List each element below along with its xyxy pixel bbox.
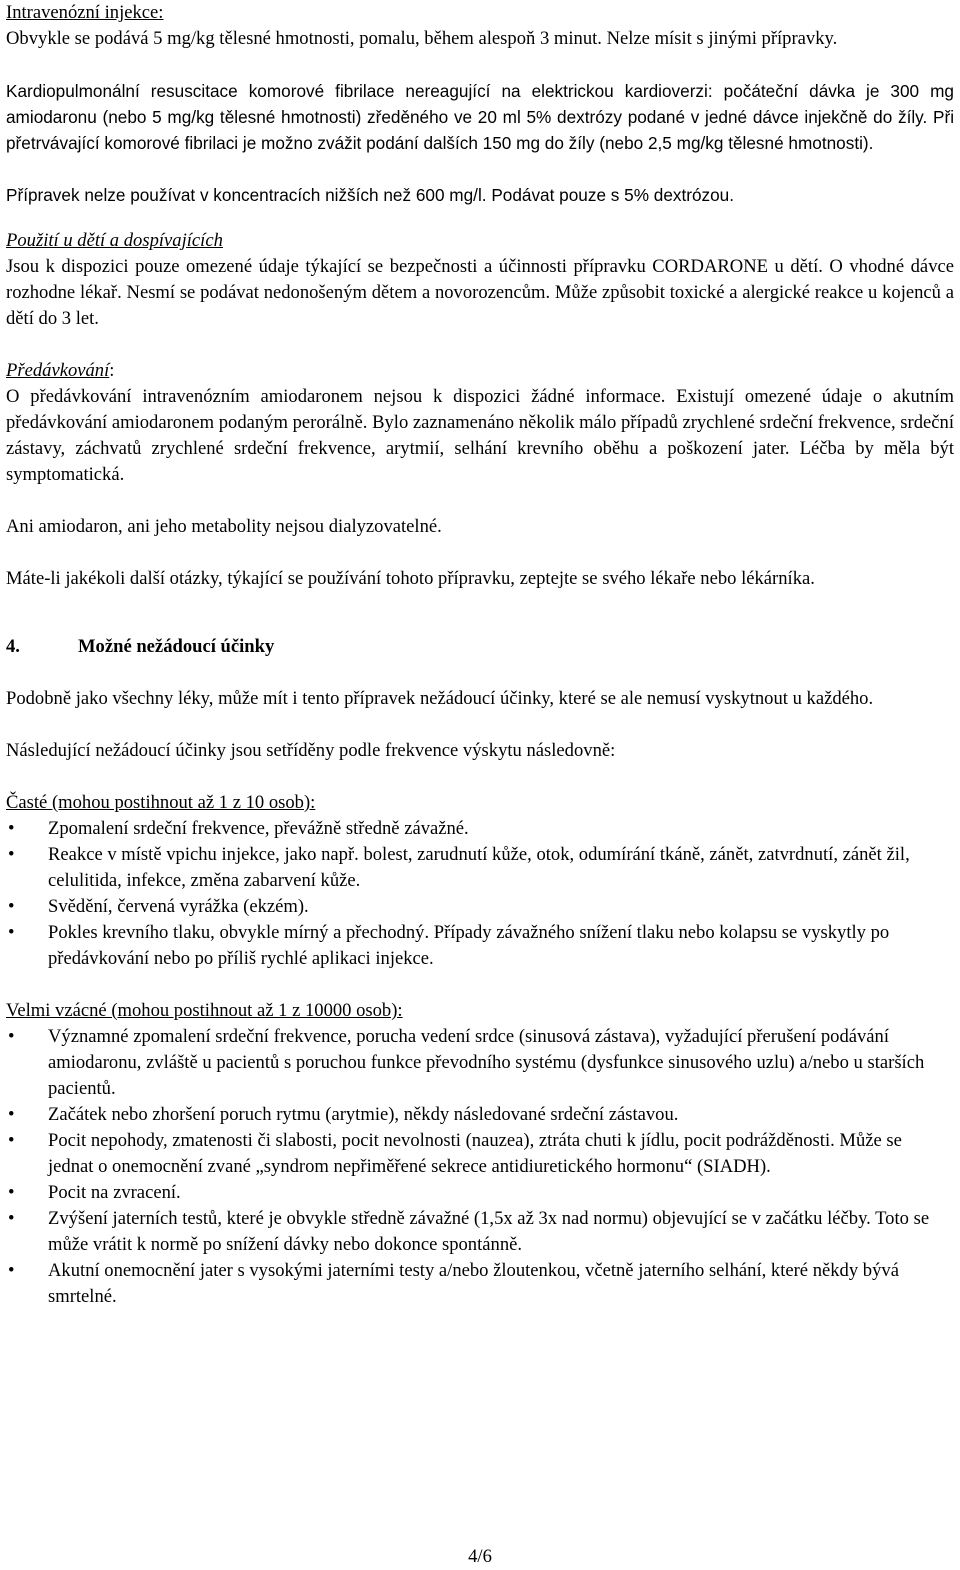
page-number: 4/6 [468, 1546, 492, 1567]
bullet-icon: • [8, 1104, 15, 1125]
bullet-icon: • [8, 922, 15, 943]
common-effects-list [6, 816, 954, 972]
concentration-text-a: Přípravek nelze používat v koncentracích nižších než 600 mg/l. [6, 185, 487, 205]
list-item-text: Akutní onemocnění jater s vysokými jaterními testy a/nebo žloutenkou, včetně jaterního selhání, které někdy bývá smrtelné. [48, 1260, 899, 1307]
iv-text: Obvykle se podává 5 mg/kg tělesné hmotnosti, pomalu, během alespoň 3 minut. Nelze mísit s jinými přípravky. [6, 28, 838, 49]
list-item [6, 1180, 954, 1206]
bullet-icon: • [8, 1130, 15, 1151]
overdose-text: O předávkování intravenózním amiodaronem nejsou k dispozici žádné informace. Existují omezené údaje o akutním předávkování amiodaronem podaným perorálně. Bylo zaznamenáno několik málo případů zrychlené srdeční frekvence, srdeční zástavy, záchvatů zrychlené srdeční frekvence, arytmií, selhání krevního oběhu a poškození jater. Léčba by měla být symptomatická. [6, 386, 954, 485]
cpr-paragraph [6, 78, 954, 156]
bullet-icon: • [8, 818, 15, 839]
concentration-paragraph [6, 182, 954, 208]
questions-text: Máte-li jakékoli další otázky, týkající se používání tohoto přípravku, zeptejte se svého lékaře nebo lékárníka. [6, 568, 815, 589]
section-heading [6, 634, 954, 660]
list-item-text: Svědění, červená vyrážka (ekzém). [48, 896, 309, 917]
list-item-text: Reakce v místě vpichu injekce, jako např. bolest, zarudnutí kůže, otok, odumírání tkáně, zánět, zatvrdnutí, zánět žil, celulitida, infekce, změna zabarvení kůže. [48, 844, 910, 891]
concentration-text-b: Podávat pouze s 5% dextrózou. [491, 185, 735, 205]
list-item [6, 842, 954, 894]
list-item-text: Zvýšení jaterních testů, které je obvykle středně závažné (1,5x až 3x nad normu) objevující se v začátku léčby. Toto se může vrátit k normě po snížení dávky nebo dokonce spontánně. [48, 1208, 930, 1255]
bullet-icon: • [8, 1208, 15, 1229]
list-item-text: Zpomalení srdeční frekvence, převážně středně závažné. [48, 818, 469, 839]
rare-heading: Velmi vzácné (mohou postihnout až 1 z 10000 osob): [6, 1000, 403, 1021]
section-number: 4. [6, 636, 20, 657]
list-item-text: Pokles krevního tlaku, obvykle mírný a přechodný. Případy závažného snížení tlaku nebo kolapsu se vyskytly po předávkování nebo po příliš rychlé aplikaci injekce. [48, 922, 890, 969]
list-item-text: Pocit na zvracení. [48, 1182, 181, 1203]
common-heading: Časté (mohou postihnout až 1 z 10 osob): [6, 792, 316, 813]
bullet-icon: • [8, 844, 15, 865]
rare-effects-list [6, 1024, 954, 1310]
intro-text-1: Podobně jako všechny léky, může mít i tento přípravek nežádoucí účinky, které se ale nemusí vyskytnout u každého. [6, 688, 874, 709]
cpr-text-a: Kardiopulmonální resuscitace komorové fibrilace nereagující na elektrickou kardioverzi: [6, 81, 713, 101]
children-text: Jsou k dispozici pouze omezené údaje týkající se bezpečnosti a účinnosti přípravku CORDARONE u dětí. O vhodné dávce rozhodne lékař. Nesmí se podávat nedonošeným dětem a novorozencům. Může způsobit toxické a alergické reakce u kojenců a dětí do 3 let. [6, 256, 954, 329]
list-item [6, 816, 954, 842]
cpr-text-c: Při přetrvávající komorové fibrilaci je možno zvážit podání dalších 150 mg do žíly (nebo 2,5 mg/kg tělesné hmotnosti). [6, 107, 955, 153]
list-item [6, 1128, 954, 1180]
list-item [6, 894, 954, 920]
list-item [6, 1102, 954, 1128]
bullet-icon: • [8, 1260, 15, 1281]
list-item [6, 1024, 954, 1102]
children-heading: Použití u dětí a dospívajících [6, 230, 223, 251]
list-item-text: Začátek nebo zhoršení poruch rytmu (arytmie), někdy následované srdeční zástavou. [48, 1104, 679, 1125]
document-page [6, 0, 954, 1310]
list-item-text: Významné zpomalení srdeční frekvence, porucha vedení srdce (sinusová zástava), vyžadující přerušení podávání amiodaronu, zvláště u pacientů s poruchou funkce převodního systému (dysfunkce sinusového uzlu) a/nebo u starších pacientů. [48, 1026, 925, 1099]
section-title: Možné nežádoucí účinky [78, 636, 275, 657]
overdose-heading-colon: : [109, 360, 115, 381]
intro-text-2: Následující nežádoucí účinky jsou setříděny podle frekvence výskytu následovně: [6, 740, 616, 761]
dialysis-text: Ani amiodaron, ani jeho metabolity nejsou dialyzovatelné. [6, 516, 442, 537]
list-item-text: Pocit nepohody, zmatenosti či slabosti, pocit nevolnosti (nauzea), ztráta chuti k jídlu, pocit podrážděnosti. Může se jednat o onemocnění zvané „syndrom nepřiměřené sekrece antidiuretického hormonu“ (SIADH). [48, 1130, 902, 1177]
bullet-icon: • [8, 1026, 15, 1047]
bullet-icon: • [8, 896, 15, 917]
bullet-icon: • [8, 1182, 15, 1203]
list-item [6, 1206, 954, 1258]
iv-heading: Intravenózní injekce: [6, 2, 164, 23]
overdose-heading [6, 358, 954, 384]
list-item [6, 920, 954, 972]
overdose-heading-label: Předávkování [6, 360, 110, 381]
list-item [6, 1258, 954, 1310]
cpr-text-b: počáteční dávka je 300 mg amiodaronu (nebo 5 mg/kg tělesné hmotnosti) zředěného ve 20 ml 5% dextrózy podané v jedné dávce injekčně do žíly. [6, 81, 954, 127]
